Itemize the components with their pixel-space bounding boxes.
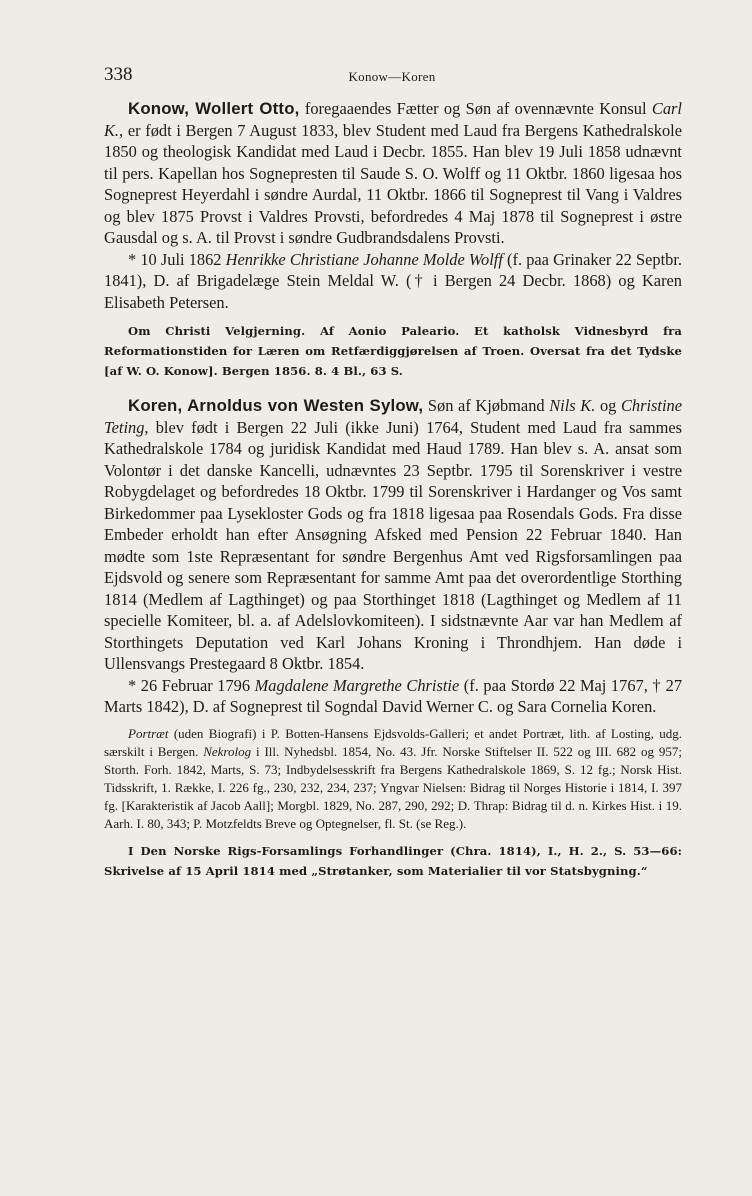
konow-text-1: foregaaendes Fætter og Søn af ovennævnte Konsul bbox=[299, 99, 652, 118]
ref-portraet-label: Portræt bbox=[128, 725, 169, 741]
koren-father-name: Nils K. bbox=[549, 396, 596, 415]
koren-bibliography: I Den Norske Rigs-Forsamlings Forhandlinger (Chra. 1814), I., H. 2., S. 53—66: Skrivelse af 15 April 1814 med „Strøtanker, som Materialier til vor Statsbygning.“ bbox=[104, 843, 682, 878]
koren-biography bbox=[104, 395, 682, 675]
page-number: 338 bbox=[104, 64, 133, 85]
konow-spouse-name: Henrikke Christiane Johanne Molde Wolff bbox=[225, 249, 503, 269]
koren-text-2: og bbox=[595, 396, 621, 415]
koren-name: Koren, Arnoldus von Westen Sylow, bbox=[128, 396, 424, 415]
page-header bbox=[104, 66, 680, 88]
ref-text-1: (uden Biografi) i P. Botten-Hansens Ejdsvolds-Galleri; et andet Portræt, lith. af Losting, udg. særskilt i Bergen. bbox=[104, 725, 682, 759]
koren-spouse-name: Magdalene Margrethe Christie bbox=[254, 675, 460, 695]
koren-references bbox=[104, 725, 682, 833]
koren-text-1: Søn af Kjøbmand bbox=[423, 396, 550, 415]
koren-marriage bbox=[104, 675, 682, 718]
koren-marriage-date: * 26 Februar 1796 bbox=[128, 675, 255, 695]
ref-nekrolog-label: Nekrolog bbox=[203, 743, 252, 759]
ref-text-2: i Ill. Nyhedsbl. 1854, No. 43. Jfr. Norske Stiftelser II. 522 og III. 682 og 957; Storth. Forh. 1842, Marts, S. 73; Indbydelsesskrift fra Bergens Kathedralskole 1869, S. 12 fg.; Norsk Hist. Tidsskrift, 1. Række, I. 226 fg., 230, 232, 234, 237; Yngvar Nielsen: Bidrag til Norges Historie i 1814, I. 397 fg. [Karakteristik af Jacob Aall]; Morgbl. 1829, No. 287, 290, 292; D. Thrap: Bidrag til d. n. Kirkes Hist. i 19. Aarh. I. 80, 343; P. Motzfeldts Breve og Optegnelser, fl. St. (se Reg.). bbox=[104, 743, 682, 831]
konow-father-name: Carl K. bbox=[104, 99, 682, 140]
running-head: Konow—Koren bbox=[348, 69, 436, 84]
koren-mother-name: Christine Teting bbox=[104, 396, 682, 437]
konow-marriage-date: * 10 Juli 1862 bbox=[128, 249, 226, 269]
page-content bbox=[104, 98, 682, 881]
konow-marriage bbox=[104, 249, 682, 314]
konow-bibliography: Om Christi Velgjerning. Af Aonio Paleario. Et katholsk Vidnesbyrd fra Reformationstiden for Læren om Retfærdiggjørelsen af Troen. Oversat fra det Tydske [af W. O. Konow]. Bergen 1856. 8. 4 Bl., 63 S. bbox=[104, 324, 682, 378]
koren-marriage-text: (f. paa Stordø 22 Maj 1767, † 27 Marts 1842), D. af Sogneprest til Sogndal David Werner C. og Sara Cornelia Koren. bbox=[104, 675, 683, 716]
konow-biography bbox=[104, 98, 682, 249]
konow-name: Konow, Wollert Otto, bbox=[128, 99, 300, 118]
koren-text-3: , blev født i Bergen 22 Juli (ikke Juni) 1764, Student med Laud fra sammes Kathedralskole 1784 og juridisk Kandidat med Haud 1789. Han blev s. A. ansat som Volontør i det danske Kancelli, udnævntes 23 Septbr. 1795 til Sorenskriver i vestre Robygdelaget og befordredes 18 Oktbr. 1799 til Sorenskriver i Hardanger og Vos samt Birkedommer paa Lysekloster Gods og fra 1818 ligesaa paa Rosendals Gods. Fra disse Embeder erholdt han efter Ansøgning Afsked med Pension 22 Februar 1840. Han mødte som 1ste Repræsentant for søndre Bergenhus Amt ved Rigsforsamlingen paa Ejdsvold og senere som Repræsentant for samme Amt paa det overordentlige Storthing 1814 (Medlem af Lagthinget) og paa Storthinget 1818 (Lagthinget og Medlem af 11 specielle Komiteer, bl. a. af Adelslovkomiteen). I sidstnævnte Aar var han Medlem af Storthingets Deputation ved Karl Johans Kroning i Throndhjem. Han døde i Ullensvangs Prestegaard 8 Oktbr. 1854. bbox=[104, 417, 682, 673]
konow-text-2: , er født i Bergen 7 August 1833, blev Student med Laud fra Bergens Kathedralskole 1850 og theologisk Kandidat med Laud i Decbr. 1855. Han blev 19 Juli 1858 udnævnt til pers. Kapellan hos Sognepresten til Saude S. O. Wolff og 11 Oktbr. 1860 ligesaa hos Sogneprest Heyerdahl i søndre Aurdal, 11 Oktbr. 1866 til Sogneprest til Vang i Valdres og blev 1875 Provst i Valdres Provsti, befordredes 4 Maj 1878 til Sogneprest i østre Gausdal og s. A. til Provst i søndre Gudbrandsdalens Provsti. bbox=[104, 120, 682, 247]
konow-marriage-text: (f. paa Grinaker 22 Septbr. 1841), D. af Brigadelæge Stein Meldal W. († i Bergen 24 Decbr. 1868) og Karen Elisabeth Petersen. bbox=[104, 249, 682, 312]
